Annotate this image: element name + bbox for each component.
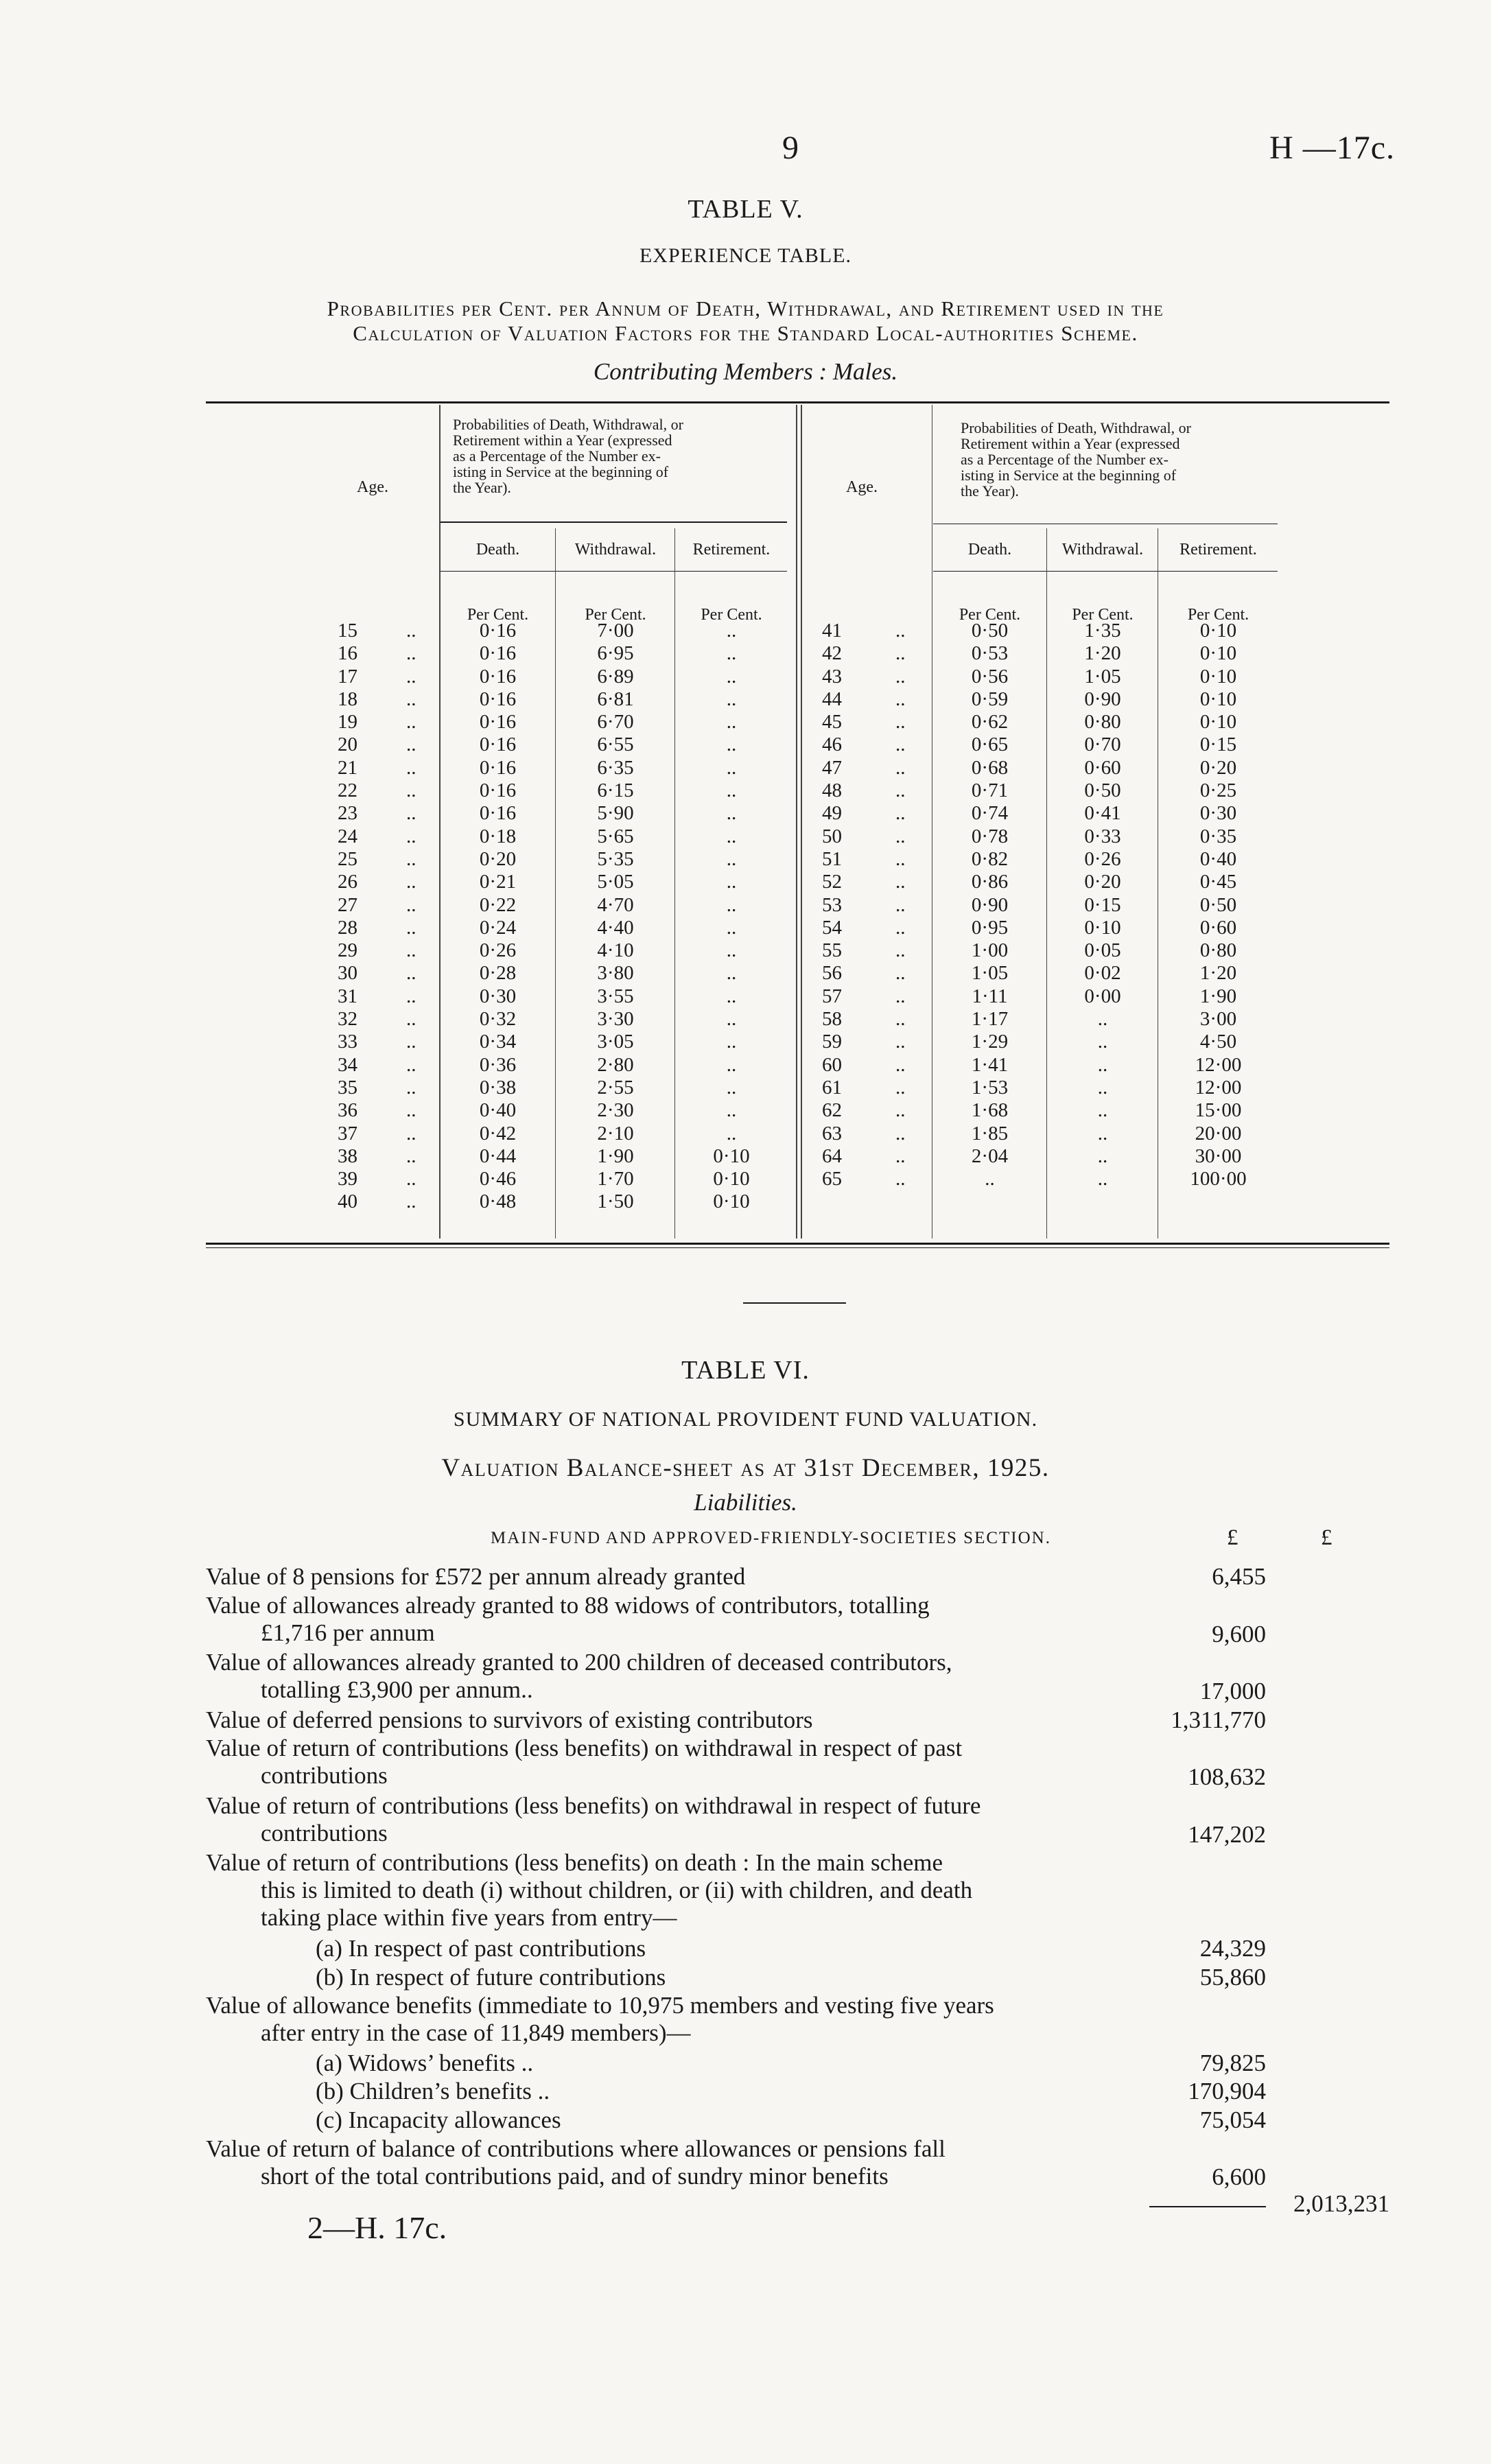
table5-title: TABLE V. xyxy=(688,195,803,224)
right-death-column: 0·50 0·53 0·56 0·59 0·62 0·65 0·68 0·71 0·74 0·78 0·82 0·86 0·90 0·95 1·00 1·05 1·11 1·17 1·29 1·41 1·53 1·68 1·85 2·04 .. xyxy=(971,620,1009,1190)
liability-item-3: Value of allowances already granted to 200 children of deceased contributors, totalling £3,900 per annum.. xyxy=(206,1649,952,1703)
left-col-withdrawal: Withdrawal. xyxy=(574,541,657,559)
liability-item-7: Value of return of contributions (less benefits) on death : In the main scheme this is limited to death (i) without children, or (ii) with children, and death taking place within five years from entry— xyxy=(206,1849,973,1931)
liabilities-total: 2,013,231 xyxy=(1293,2190,1389,2217)
left-col-retirement: Retirement. xyxy=(692,541,771,559)
table6-balance-heading: Valuation Balance-sheet as at 31st December, 1925. xyxy=(441,1454,1050,1482)
table5-bottom-rule xyxy=(206,1243,1389,1245)
currency-col-1: £ xyxy=(1227,1525,1238,1550)
table6-liabilities: Liabilities. xyxy=(694,1489,797,1516)
liability-amount-3: 17,000 xyxy=(1199,1678,1266,1704)
left-percent-withdrawal: Per Cent. xyxy=(585,606,646,624)
document-code: H —17c. xyxy=(1269,130,1395,166)
left-dots-column: .. .. .. .. .. .. .. .. .. .. .. .. .. .. .. .. .. .. .. .. .. .. .. .. .. .. xyxy=(406,620,416,1213)
right-percent-retirement: Per Cent. xyxy=(1187,606,1249,624)
right-colhead-rule xyxy=(933,571,1278,572)
liability-item-5: Value of return of contributions (less benefits) on withdrawal in respect of past contributions xyxy=(206,1735,963,1789)
right-prob-header: Probabilities of Death, Withdrawal, or Retirement within a Year (expressed as a Percentage of the Number ex- isting in Service at the beginning of the Year). xyxy=(961,419,1191,500)
liability-amount-5: 108,632 xyxy=(1188,1763,1266,1790)
left-ages-column: 15 16 17 18 19 20 21 22 23 24 25 26 27 28 29 30 31 32 33 34 35 36 37 38 39 40 xyxy=(338,620,357,1213)
liability-item-4: Value of deferred pensions to survivors of existing contributors xyxy=(206,1706,813,1733)
left-header-rule xyxy=(441,521,787,523)
liability-amount-4: 1,311,770 xyxy=(1171,1706,1266,1733)
liability-item-8: (a) In respect of past contributions xyxy=(316,1935,646,1962)
right-withdrawal-column: 1·35 1·20 1·05 0·90 0·80 0·70 0·60 0·50 0·41 0·33 0·26 0·20 0·15 0·10 0·05 0·02 0·00 .. .. .. .. .. .. .. .. xyxy=(1084,620,1121,1190)
liability-amount-14: 6,600 xyxy=(1212,2163,1266,2190)
left-prob-header: Probabilities of Death, Withdrawal, or Retirement within a Year (expressed as a Percentage of the Number ex- isting in Service at the beginning of the Year). xyxy=(453,416,683,496)
left-col-death: Death. xyxy=(476,541,520,559)
liability-item-11: (a) Widows’ benefits .. xyxy=(316,2050,534,2076)
left-withdrawal-column: 7·00 6·95 6·89 6·81 6·70 6·55 6·35 6·15 5·90 5·65 5·35 5·05 4·70 4·40 4·10 3·80 3·55 3·30 3·05 2·80 2·55 2·30 2·10 1·90 1·70 1·50 xyxy=(597,620,634,1213)
right-percent-death: Per Cent. xyxy=(959,606,1021,624)
page-footer-code: 2—H. 17c. xyxy=(307,2210,447,2245)
table5-bottom-rule-2 xyxy=(206,1247,1389,1248)
liability-item-12: (b) Children’s benefits .. xyxy=(316,2078,550,2104)
currency-col-2: £ xyxy=(1321,1525,1332,1550)
left-percent-death: Per Cent. xyxy=(467,606,529,624)
liability-item-6: Value of return of contributions (less benefits) on withdrawal in respect of future contributions xyxy=(206,1792,981,1846)
liability-item-10: Value of allowance benefits (immediate to 10,975 members and vesting five years after entry in the case of 11,849 members)— xyxy=(206,1992,994,2046)
left-age-label: Age. xyxy=(357,478,388,496)
liability-item-13: (c) Incapacity allowances xyxy=(316,2107,561,2133)
table5-desc-line1: Probabilities per Cent. per Annum of Death, Withdrawal, and Retirement used in the xyxy=(327,296,1164,320)
left-colhead-rule xyxy=(441,571,787,572)
liability-amount-1: 6,455 xyxy=(1212,1563,1266,1590)
right-percent-withdrawal: Per Cent. xyxy=(1072,606,1134,624)
table5-description xyxy=(0,296,1491,346)
right-ages-column: 41 42 43 44 45 46 47 48 49 50 51 52 53 54 55 56 57 58 59 60 61 62 63 64 65 xyxy=(822,620,842,1190)
table5-top-rule xyxy=(206,401,1389,403)
liability-amount-9: 55,860 xyxy=(1199,1964,1266,1991)
liability-amount-8: 24,329 xyxy=(1199,1935,1266,1962)
right-age-label: Age. xyxy=(846,478,878,496)
table5-subtitle: EXPERIENCE TABLE. xyxy=(639,244,852,267)
liability-amount-11: 79,825 xyxy=(1199,2050,1266,2076)
left-death-column: 0·16 0·16 0·16 0·16 0·16 0·16 0·16 0·16 0·16 0·18 0·20 0·21 0·22 0·24 0·26 0·28 0·30 0·32 0·34 0·36 0·38 0·40 0·42 0·44 0·46 0·48 xyxy=(479,620,517,1213)
left-percent-retirement: Per Cent. xyxy=(701,606,762,624)
vrule-right-death xyxy=(1046,528,1047,1239)
right-col-retirement: Retirement. xyxy=(1179,541,1257,559)
liability-amount-2: 9,600 xyxy=(1212,1621,1266,1647)
table5-group: Contributing Members : Males. xyxy=(593,358,898,385)
right-retirement-column: 0·10 0·10 0·10 0·10 0·10 0·15 0·20 0·25 0·30 0·35 0·40 0·45 0·50 0·60 0·80 1·20 1·90 3·00 4·50 12·00 12·00 15·00 20·00 30·00 100·00 xyxy=(1190,620,1247,1190)
liability-item-1: Value of 8 pensions for £572 per annum already granted xyxy=(206,1563,746,1590)
vrule-center-1 xyxy=(796,405,797,1239)
liability-item-14: Value of return of balance of contributions where allowances or pensions fall short of the total contributions paid, and of sundry minor benefits xyxy=(206,2135,946,2190)
table5-desc-line2: Calculation of Valuation Factors for the Standard Local-authorities Scheme. xyxy=(353,321,1138,345)
right-col-withdrawal: Withdrawal. xyxy=(1061,541,1144,559)
liability-amount-13: 75,054 xyxy=(1199,2107,1266,2133)
liability-amount-12: 170,904 xyxy=(1188,2078,1266,2104)
right-col-death: Death. xyxy=(967,541,1012,559)
liability-amount-6: 147,202 xyxy=(1188,1821,1266,1848)
section-divider xyxy=(743,1302,846,1304)
vrule-center-2 xyxy=(801,405,802,1239)
vrule-left-death xyxy=(555,528,556,1239)
vrule-left-withdrawal xyxy=(674,528,675,1239)
table6-subtitle: SUMMARY OF NATIONAL PROVIDENT FUND VALUATION. xyxy=(453,1408,1038,1431)
table6-title: TABLE VI. xyxy=(681,1356,810,1385)
left-retirement-column: .. .. .. .. .. .. .. .. .. .. .. .. .. .. .. .. .. .. .. .. .. .. .. 0·10 0·10 0·10 xyxy=(713,620,750,1213)
right-dots-column: .. .. .. .. .. .. .. .. .. .. .. .. .. .. .. .. .. .. .. .. .. .. .. .. .. xyxy=(895,620,906,1190)
page-number: 9 xyxy=(782,130,799,166)
table6-section-label: MAIN-FUND AND APPROVED-FRIENDLY-SOCIETIES SECTION. xyxy=(491,1529,1051,1547)
liability-item-9: (b) In respect of future contributions xyxy=(316,1964,666,1991)
liability-item-2: Value of allowances already granted to 88 widows of contributors, totalling £1,716 per annum xyxy=(206,1592,930,1646)
